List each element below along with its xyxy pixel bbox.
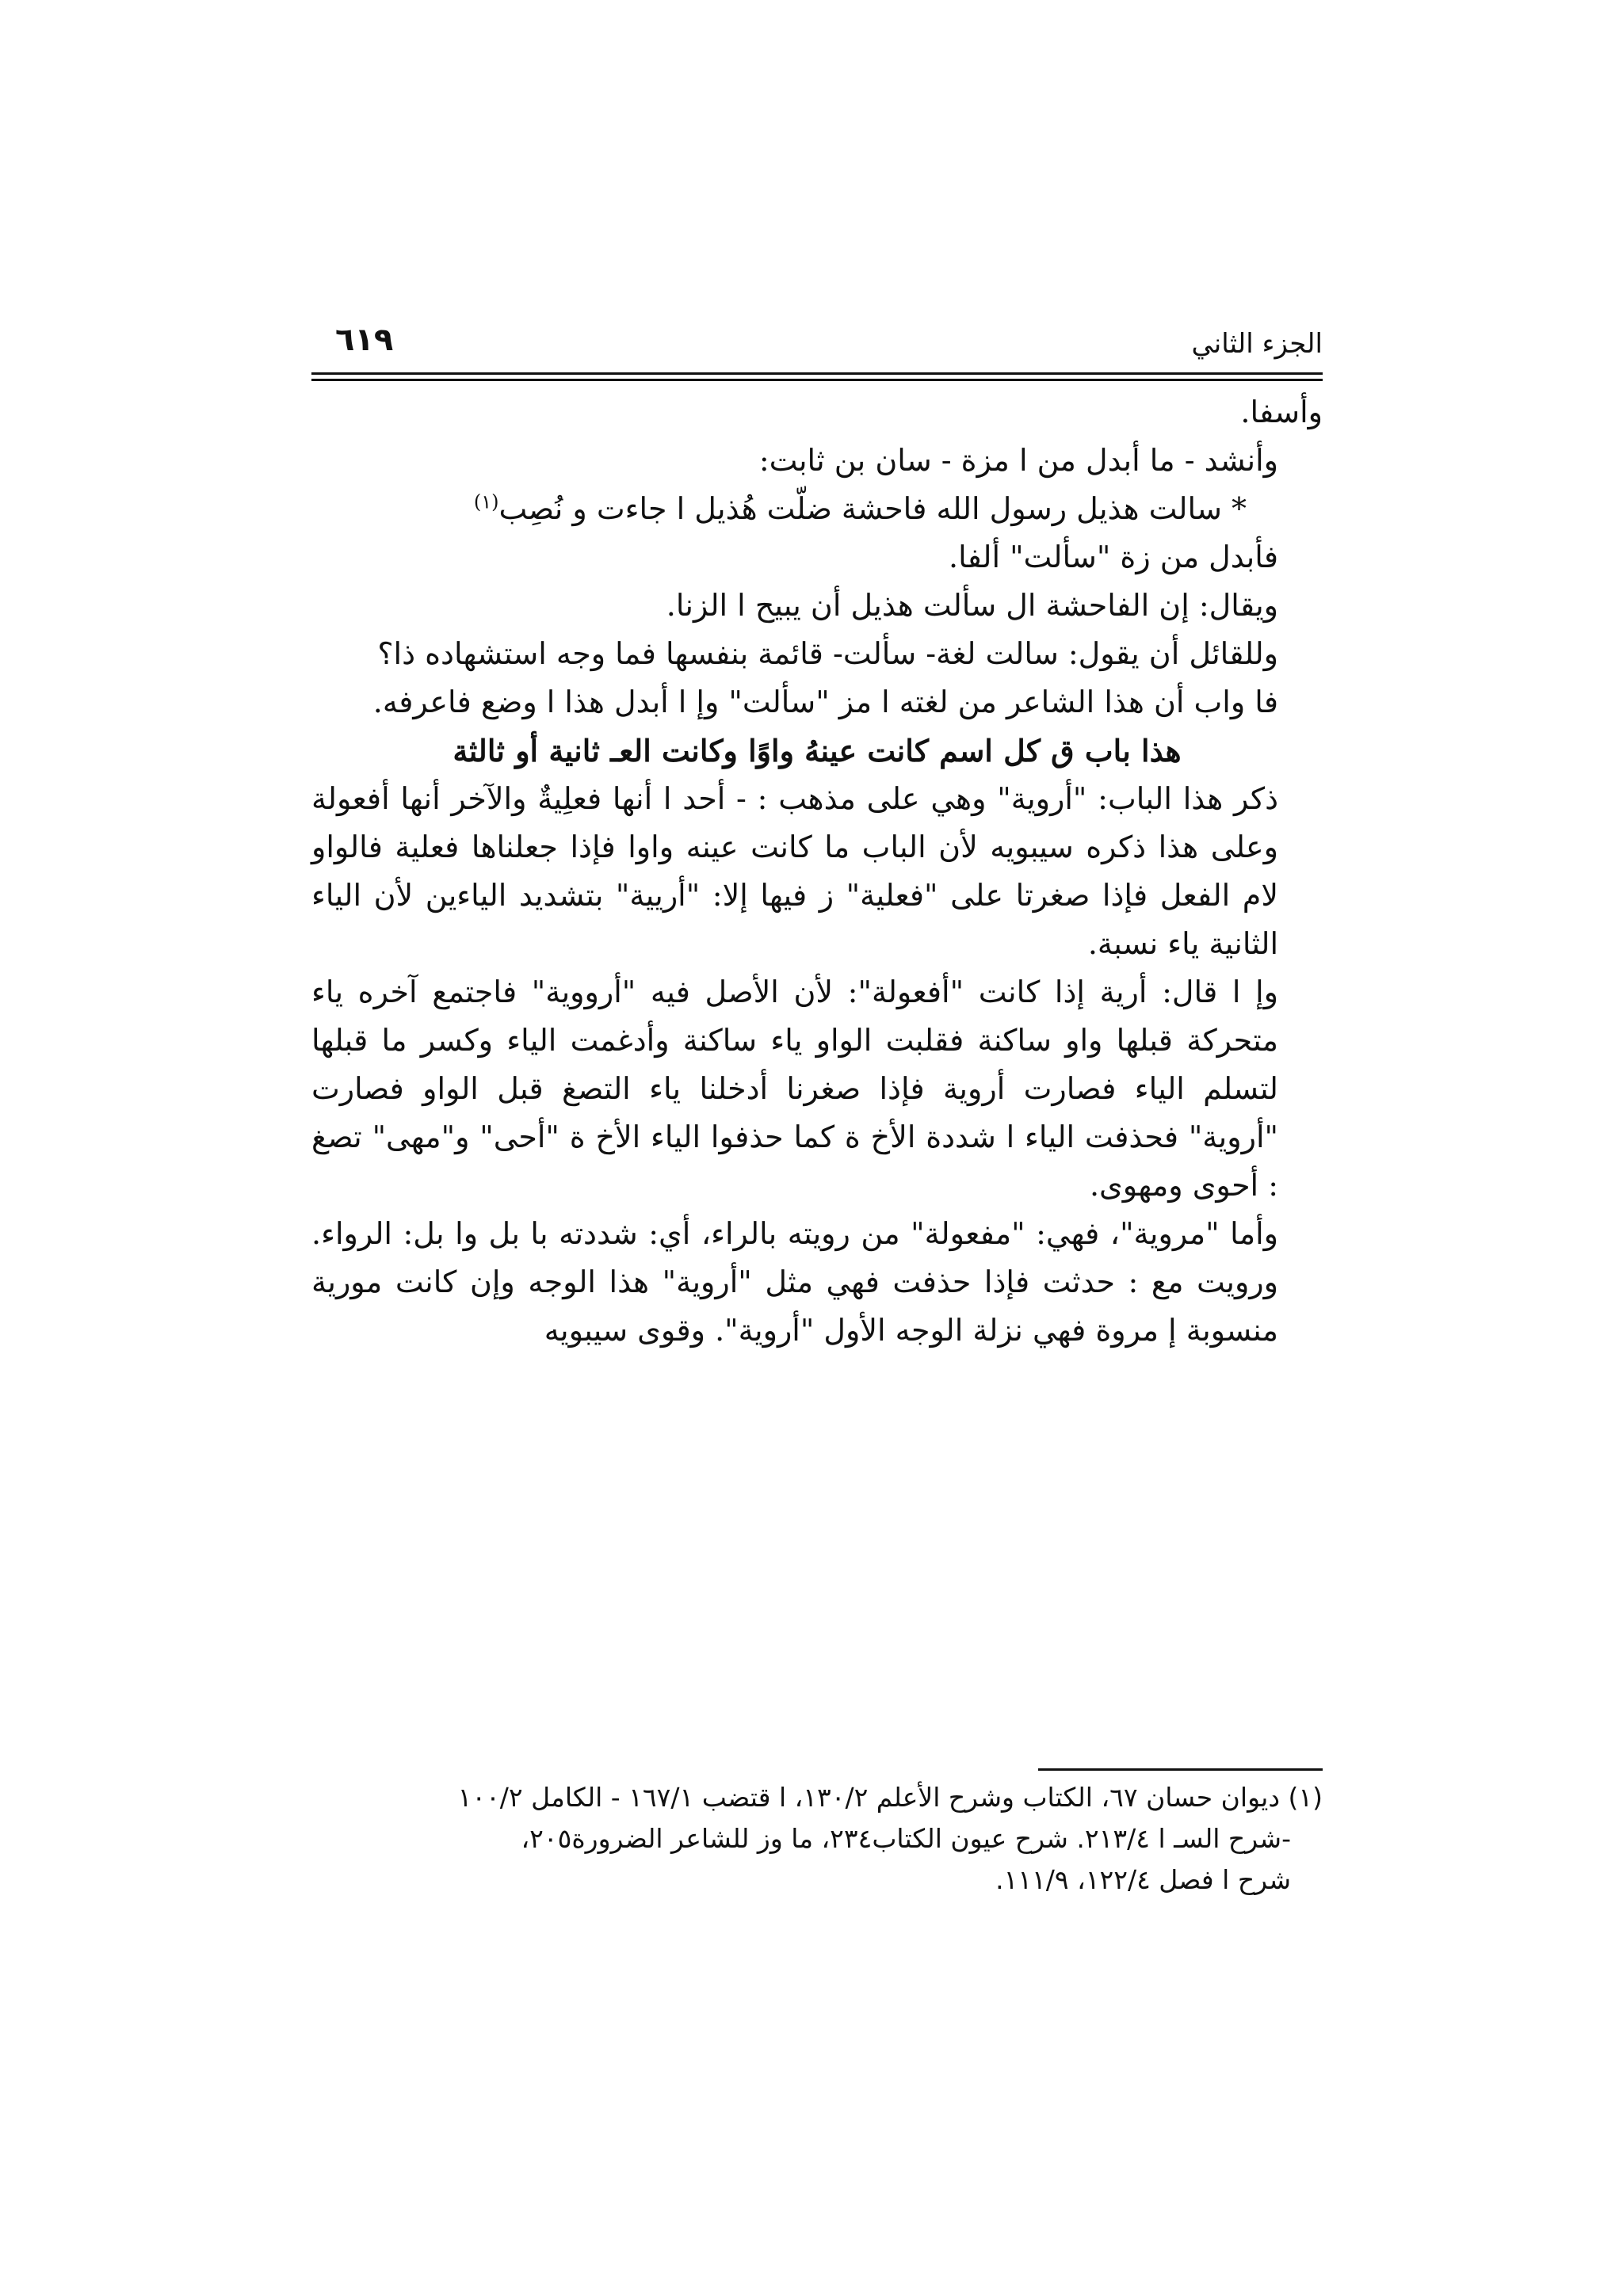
paragraph: فا واب أن هذا الشاعر من لغته ا مز "سألت" وإ ا أبدل هذا ا وضع فاعرفه. xyxy=(372,685,1278,719)
paragraph: وإ ا قال: أرية إذا كانت "أفعولة": لأن الأصل فيه "أرووية" فاجتمع آخره ياء متحركة قبلها واو ساكنة فقلبت الواو ياء ساكنة وأدغمت الياء وكسر ما قبلها لتسلم الياء فصارت أروية فإذا صغرنا أدخلنا ياء التصغ قبل الواو فصارت "أروية" فحذفت الياء ا شددة الأخ ة كما حذفوا الياء الأخ ة "أحى" و"مهى" تصغ : أحوى ومهوى. xyxy=(311,974,1278,1203)
header-rule xyxy=(311,372,1323,381)
footnote-line: (١) ديوان حسان ٦٧، الكتاب وشرح الأعلم ١٣٠/٢، ا قتضب ١٦٧/١ - الكامل ١٠٠/٢ xyxy=(457,1782,1323,1813)
footnotes xyxy=(311,1777,1323,1901)
running-header xyxy=(311,317,1323,372)
page-number: ٦١٩ xyxy=(335,322,394,358)
verse-text: * سالت هذيل رسول الله فاحشة ضلّت هُذيل ا جاءت و نُصِب xyxy=(498,491,1247,526)
paragraph: وأما "مروية"، فهي: "مفعولة" من رويته بالراء، أي: شددته با بل وا بل: الرواء. ورويت مع : حدثت فإذا حذفت فهي مثل "أروية" هذا الوجه وإن كانت مورية منسوبة إ مروة فهي نزلة الوجه الأول "أروية". وقوى سيبويه xyxy=(311,1216,1278,1348)
section-heading: هذا باب ق كل اسم كانت عينهُ واوًا وكانت العـ ثانية أو ثالثة xyxy=(453,733,1182,769)
footnote-rule xyxy=(1038,1768,1323,1771)
paragraph: ذكر هذا الباب: "أروية" وهي على مذهب : - أحد ا أنها فعلِيةٌ والآخر أنها أفعولة وعلى هذا ذكره سيبويه لأن الباب ما كانت عينه واوا فإذا جعلناها فعلية فالواو لام الفعل فإذا صغرتا على "فعلية" ز فيها إلا: "أريية" بتشديد الياءين لأن الياء الثانية ياء نسبة. xyxy=(311,781,1278,961)
verse-line xyxy=(311,485,1323,533)
footnote-line: -شرح السـ ا ٢١٣/٤. شرح عيون الكتاب٢٣٤، ما وز للشاعر الضرورة٢٠٥، xyxy=(521,1823,1291,1854)
footnote-reference: (١) xyxy=(473,490,499,513)
main-text xyxy=(311,388,1323,1355)
paragraph: فأبدل من زة "سألت" ألفا. xyxy=(948,540,1278,574)
paragraph: وللقائل أن يقول: سالت لغة- سألت- قائمة بنفسها فما وجه استشهاده ذا؟ xyxy=(377,636,1278,671)
paragraph: ويقال: إن الفاحشة ال سألت هذيل أن يبيح ا الزنا. xyxy=(666,588,1278,623)
part-title: الجزء الثاني xyxy=(1191,328,1323,360)
paragraph: وأسفا. xyxy=(1240,395,1323,429)
paragraph: وأنشد - ما أبدل من ا مزة - سان بن ثابت: xyxy=(758,443,1278,478)
footnote-line: شرح ا فصل ١٢٢/٤، ١١١/٩. xyxy=(995,1864,1291,1895)
